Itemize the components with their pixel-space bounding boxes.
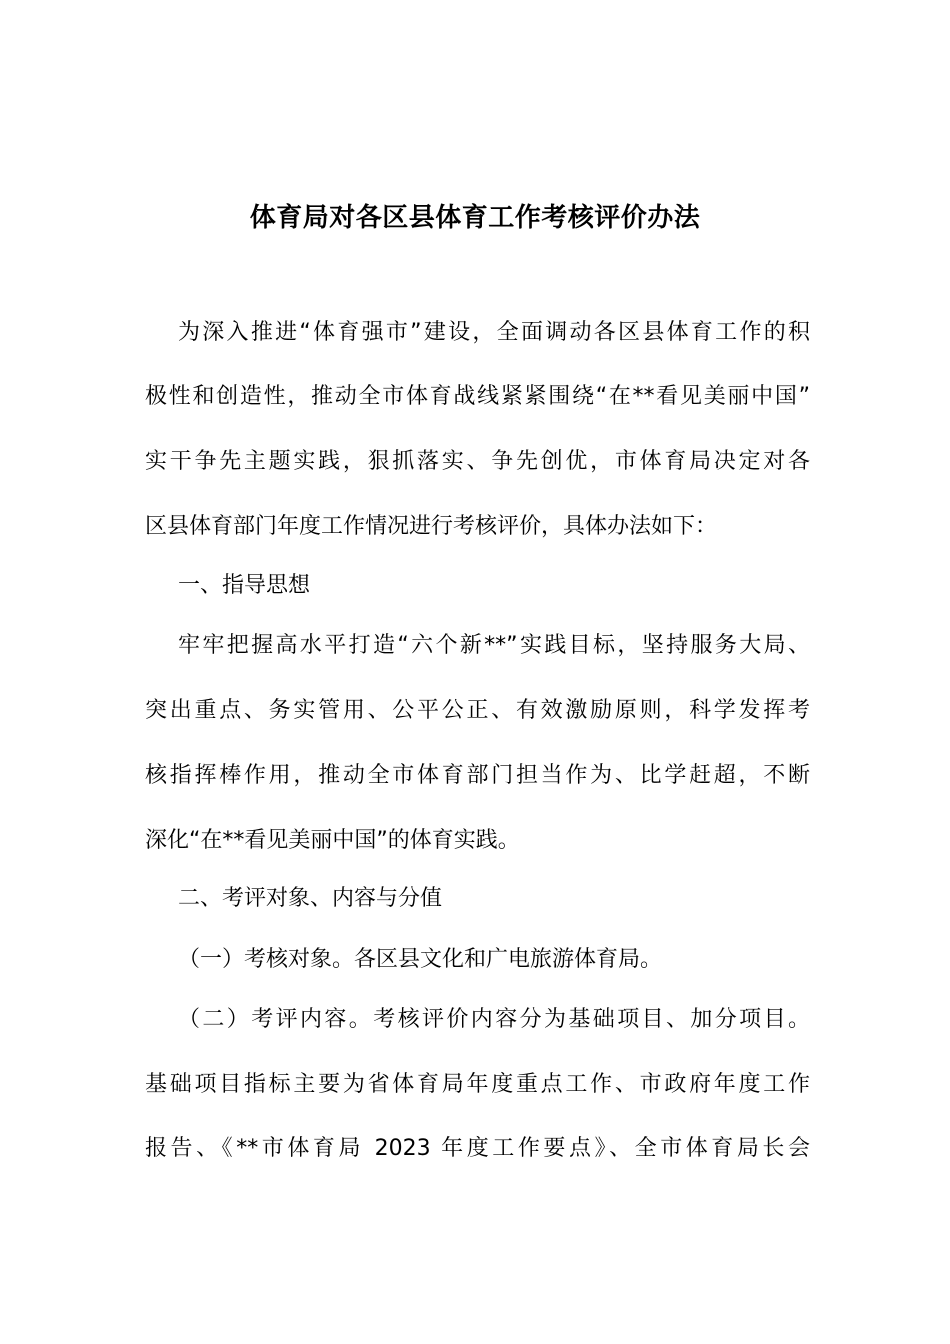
section-heading: 二、考评对象、内容与分值 (178, 886, 443, 911)
document-title: 体育局对各区县体育工作考核评价办法 (249, 203, 701, 233)
paragraph-line: 报告、《**市体育局 2023 年度工作要点》、全市体育局长会 (145, 1136, 810, 1161)
paragraph-line: 深化“在**看见美丽中国”的体育实践。 (145, 828, 520, 853)
paragraph-line: 区县体育部门年度工作情况进行考核评价，具体办法如下： (145, 514, 718, 539)
paragraph-line: 突出重点、务实管用、公平公正、有效激励原则，科学发挥考 (145, 698, 810, 723)
paragraph-line: 基础项目指标主要为省体育局年度重点工作、市政府年度工作 (145, 1072, 810, 1097)
paragraph-line: （二）考评内容。考核评价内容分为基础项目、加分项目。 (178, 1007, 810, 1032)
paragraph-line: （一）考核对象。各区县文化和广电旅游体育局。 (178, 947, 663, 972)
paragraph-line: 牢牢把握高水平打造“六个新**”实践目标，坚持服务大局、 (178, 633, 810, 658)
section-heading: 一、指导思想 (178, 573, 311, 598)
paragraph-line: 实干争先主题实践，狠抓落实、争先创优，市体育局决定对各 (145, 449, 810, 474)
paragraph-line: 核指挥棒作用，推动全市体育部门担当作为、比学赶超，不断 (145, 763, 810, 788)
paragraph-line: 极性和创造性，推动全市体育战线紧紧围绕“在**看见美丽中国” (145, 384, 810, 409)
paragraph-line: 为深入推进“体育强市”建设，全面调动各区县体育工作的积 (178, 320, 810, 345)
